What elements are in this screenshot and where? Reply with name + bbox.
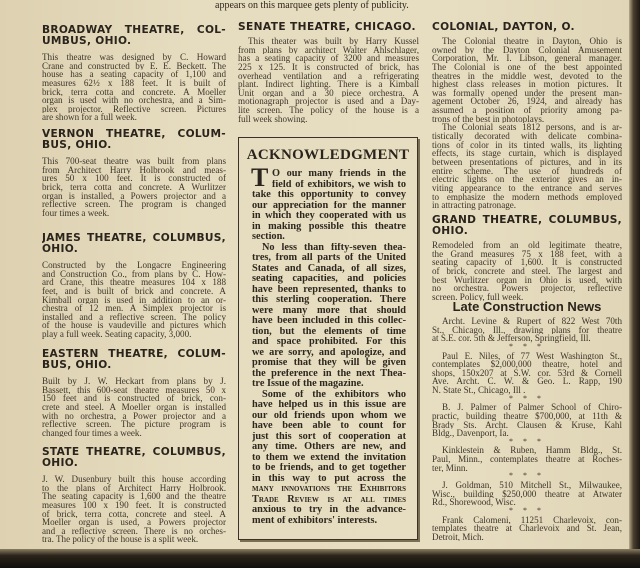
news-entries bbox=[432, 317, 622, 541]
text-line: Detroit, Mich. bbox=[432, 532, 484, 542]
text-line: to emphasize the modern methods employed bbox=[432, 192, 622, 202]
acknowledgment-box bbox=[238, 137, 418, 540]
late-construction-news-title: Late Construction News bbox=[452, 299, 602, 314]
vernon-theatre-article bbox=[42, 129, 226, 217]
article-body bbox=[432, 37, 622, 210]
paragraph bbox=[432, 241, 622, 301]
text-line: Kimball organ is used in addition to an or- bbox=[42, 295, 226, 305]
text-line: plex projector. Reflective screen. Pictures bbox=[42, 104, 226, 114]
heading-line: UMBUS, OHIO. bbox=[42, 36, 132, 47]
text-line: The Colonial is one of the best appointed bbox=[432, 62, 622, 72]
text-line: J. W. Dusenbury built this house according bbox=[42, 475, 226, 484]
text-line: 225 x 125. It is constructed of brick, has bbox=[238, 62, 419, 72]
text-line: installed and a reflective screen. The policy bbox=[42, 312, 226, 322]
text-line: chestra of 12 men. A Simplex projector is bbox=[42, 304, 226, 313]
text-line: tion, but the elements of time bbox=[252, 326, 406, 337]
separator-stars: * * * bbox=[509, 341, 545, 351]
text-line: of brick, concrete and steel. The largest and bbox=[432, 266, 622, 276]
text-line: at S.E. cor. 5th & Jefferson, Springfield, Ill. bbox=[432, 334, 591, 343]
text-line: Bldg., Davenport, Ia. bbox=[432, 429, 509, 438]
text-line: anxious to try in the advance- bbox=[252, 505, 406, 515]
text-line: motionagraph projector is used and a Day- bbox=[238, 97, 419, 107]
heading-line: STATE THEATRE, COLUMBUS, bbox=[42, 447, 226, 458]
text-line: States and Canada, of all sizes, bbox=[252, 263, 406, 274]
heading-line: EASTERN THEATRE, COLUM- bbox=[42, 349, 226, 360]
text-line: of brick, terra cotta, concrete and steel. A bbox=[42, 509, 226, 519]
broadway-theatre-article bbox=[42, 25, 226, 122]
late-construction-news bbox=[432, 299, 622, 541]
text-line: our appreciation for the manner bbox=[252, 200, 406, 211]
text-line: highest class releases in motion pictures. It bbox=[432, 80, 622, 89]
text-line: assumed a position of priority among pa- bbox=[432, 106, 622, 115]
article-heading bbox=[42, 233, 226, 255]
text-line: Constructed by the Longacre Engineering bbox=[42, 261, 226, 270]
text-line: brick, terra cotta and concrete. A Moeller bbox=[42, 87, 226, 97]
text-line: No less than fifty-seven thea- bbox=[262, 242, 406, 253]
text-line: plant. Indirect lighting. There is a Kimball bbox=[238, 80, 419, 89]
article-heading bbox=[42, 447, 226, 469]
text-line: measures 100 x 190 feet. It is constructed bbox=[42, 500, 226, 510]
text-line: changed four times a week. bbox=[42, 428, 142, 438]
text-line: ard Crane, this theatre measures 104 x 188 bbox=[42, 278, 226, 287]
heading-line: VERNON THEATRE, COLUM- bbox=[42, 129, 226, 140]
separator-stars: * * * bbox=[509, 436, 545, 446]
text-line: tres, from all parts of the United bbox=[252, 253, 406, 263]
text-line: theatres in the middle west, devoted to the bbox=[432, 71, 622, 81]
text-line: This theater was built by Harry Kussel bbox=[248, 37, 419, 46]
text-line: practic, building theatre $700,000, at 11th & bbox=[432, 411, 622, 421]
text-line: of the house is vaudeville and pictures which bbox=[42, 321, 226, 331]
text-line: and Construction Co., from plans by C. How- bbox=[42, 269, 226, 279]
text-line: four times a week. bbox=[42, 208, 110, 218]
news-entry bbox=[432, 352, 622, 395]
article-body bbox=[42, 475, 226, 544]
senate-theatre-article bbox=[238, 22, 419, 123]
text-line: have helped us in this issue are bbox=[252, 400, 406, 410]
text-line: Built by J. W. Heckart from plans by J. bbox=[42, 377, 226, 386]
news-entry bbox=[432, 516, 622, 542]
text-line: overhead ventilation and a refrigerating bbox=[238, 71, 419, 81]
article-heading bbox=[432, 215, 622, 237]
text-line: feet, and is built of brick and concrete. A bbox=[42, 286, 226, 296]
text-line: Crane and constructed by E. E. Beckett. The bbox=[42, 61, 226, 71]
text-line: Unit organ and a 30 piece orchestra. A bbox=[238, 88, 419, 98]
colonial-dayton-article bbox=[432, 22, 622, 210]
text-line: Remodeled from an old legitimate theatre, bbox=[432, 241, 622, 250]
text-line: from Architect Harry Holbrook and meas- bbox=[42, 165, 226, 175]
eastern-theatre-article bbox=[42, 349, 226, 437]
paragraph bbox=[42, 53, 226, 122]
text-line: promise that they will be given bbox=[252, 358, 406, 368]
text-line: we are sorry, and apologize, and bbox=[252, 347, 406, 358]
paragraph bbox=[238, 37, 419, 123]
text-line: Archt. Levine & Rupert of 822 West 70th bbox=[442, 317, 622, 326]
grand-theatre-article bbox=[432, 215, 622, 301]
text-line: between presentations of pictures, and in its bbox=[432, 157, 622, 167]
text-line: This 700-seat theatre was built from plans bbox=[42, 157, 226, 166]
text-line: ures 50 x 100 feet. It is constructed of bbox=[42, 174, 226, 183]
text-line: brick, terra cotta and concrete. A Wurlitzer bbox=[42, 182, 226, 192]
text-line: B. J. Palmer of Palmer School of Chiro- bbox=[442, 403, 622, 412]
text-line: entire scheme. The use of hundreds of bbox=[432, 166, 622, 176]
previous-caption-fragment: appears on this marquee gets plenty of publicity. bbox=[215, 0, 409, 11]
text-line: take this opportunity to convey bbox=[252, 190, 406, 200]
text-line: lite screen. The policy of the house is a bbox=[238, 106, 419, 115]
heading-line: COLONIAL, DAYTON, O. bbox=[432, 22, 575, 33]
heading-line: BUS, OHIO. bbox=[42, 140, 112, 151]
heading-line: BUS, OHIO. bbox=[42, 360, 112, 371]
news-entry bbox=[432, 403, 622, 438]
heading-line: SENATE THEATRE, CHICAGO. bbox=[238, 22, 416, 33]
text-line: tistically decorated with delicate combina- bbox=[432, 132, 622, 141]
heading-line: BROADWAY THEATRE, COL- bbox=[42, 25, 226, 36]
paragraph bbox=[42, 261, 226, 339]
text-line: many innovations the Exhibitors bbox=[252, 484, 406, 494]
acknowledgment-body bbox=[251, 163, 406, 526]
text-line: templates theatre at Charlevoix and St. Jean, bbox=[432, 524, 622, 533]
article-heading bbox=[238, 22, 419, 33]
text-line: this sterling cooperation. There bbox=[252, 295, 406, 305]
text-line: organ is used with no orchestra, and a Sim- bbox=[42, 96, 226, 105]
text-line: section. bbox=[252, 232, 285, 242]
article-body bbox=[42, 377, 226, 437]
news-entry bbox=[432, 317, 622, 343]
article-body bbox=[42, 53, 226, 122]
text-line: N. State St., Chicago, Ill . bbox=[432, 386, 526, 395]
article-heading bbox=[42, 25, 226, 47]
text-line: to the plans of Architect Harry Holbrook. bbox=[42, 483, 226, 493]
text-line: The Colonial seats 1812 persons, and is ar- bbox=[442, 123, 622, 133]
text-line: The seating capacity is 1,600 and the theatre bbox=[42, 492, 226, 501]
paragraph bbox=[42, 157, 226, 217]
separator-stars: * * * bbox=[509, 505, 545, 515]
text-line: The Colonial theatre in Dayton, Ohio is bbox=[442, 37, 622, 46]
text-line: Wisc., building $250,000 theatre at Atwater bbox=[432, 489, 622, 499]
text-line: reflective screen. The picture program is bbox=[42, 420, 226, 429]
text-line: Brady Sts. Archt. Clausen & Kruse, Kahl bbox=[432, 420, 622, 430]
state-theatre-article bbox=[42, 447, 226, 544]
paragraph bbox=[42, 377, 226, 437]
article-body bbox=[42, 261, 226, 339]
text-line: seating capacity of 1,600. It is constructed bbox=[432, 258, 622, 267]
separator-stars: * * * bbox=[509, 471, 545, 481]
text-line: tions of color in its tinted walls, its lighting bbox=[432, 140, 622, 150]
text-line: our old friends upon whom we bbox=[252, 410, 406, 421]
text-line: viting appearance to the entrance and serves bbox=[432, 183, 622, 193]
text-line: organ is installed, a Powers projector and a bbox=[42, 191, 226, 201]
text-line: are shown for a full week. bbox=[42, 113, 137, 123]
text-line: trons of the best in photoplays. bbox=[432, 114, 545, 124]
separator-stars: * * * bbox=[509, 393, 545, 403]
text-line: full week showing. bbox=[238, 114, 308, 124]
text-line: with no orchestra, a Power projector and a bbox=[42, 411, 226, 421]
text-line: Frank Calomeni, 11251 Charlevoix, con- bbox=[442, 515, 622, 525]
article-body bbox=[238, 37, 419, 123]
text-line: from plans by architect Walter Ahlschlager, bbox=[238, 45, 419, 55]
text-line: Trade Review is at all times bbox=[252, 494, 406, 505]
text-line: Kinklestein & Ruben, Hamm Bldg., St. bbox=[442, 446, 622, 456]
text-line: in attracting patronage. bbox=[432, 201, 517, 210]
text-line: in making possible this theatre bbox=[252, 221, 406, 232]
text-line: was formally opened under the present man- bbox=[432, 88, 622, 98]
article-heading bbox=[42, 129, 226, 151]
heading-line: OHIO. bbox=[42, 458, 79, 469]
text-line: the preference in the next Thea- bbox=[252, 368, 406, 379]
text-line: to be friends, and to get together bbox=[252, 463, 406, 473]
text-line: have been included in this collec- bbox=[252, 316, 406, 326]
text-line: Bassett, this 600-seat theatre measures 50 x bbox=[42, 385, 226, 395]
article-heading bbox=[432, 22, 622, 33]
text-line: crete and steel. A Moeller organ is installed bbox=[42, 402, 226, 412]
text-line: shops, 150x207 at S.W. cor. 53rd & Cornell bbox=[432, 368, 622, 378]
text-line: have been represented, thanks to bbox=[252, 284, 406, 295]
heading-line: OHIO. bbox=[432, 226, 469, 237]
text-line: tra. The policy of the house is a split week. bbox=[42, 535, 199, 545]
text-line: were many more that should bbox=[252, 305, 406, 316]
text-line: to them we extend the invitation bbox=[252, 452, 406, 463]
text-line: J. Goldman, 510 Mitchell St., Milwaukee, bbox=[442, 480, 622, 490]
heading-line: OHIO. bbox=[42, 244, 79, 255]
news-entry bbox=[432, 446, 622, 472]
text-line: Some of the exhibitors who bbox=[262, 389, 406, 400]
text-line: field of exhibitors, we wish to bbox=[272, 179, 406, 190]
text-line: effects, its stage curtain, which is displayed bbox=[432, 149, 622, 158]
article-heading bbox=[42, 349, 226, 371]
text-line: tre Issue of the magazine. bbox=[252, 379, 364, 389]
text-line: any time. Others are new, and bbox=[252, 442, 406, 452]
text-line: contemplates $2,000,000 theatre, hotel and bbox=[432, 360, 622, 369]
text-line: Paul E. Niles, of 77 West Washington St., bbox=[442, 351, 622, 361]
page-bottom-shadow bbox=[0, 549, 640, 568]
text-line: and space prohibited. For this bbox=[252, 337, 406, 347]
drop-cap: T bbox=[251, 163, 269, 192]
text-line: Ave. Archt. C. W. & Geo. L. Rapp, 190 bbox=[432, 377, 622, 387]
text-line: play a full week. Seating capacity, 3,000. bbox=[42, 330, 192, 339]
text-line: seating capacities, and policies bbox=[252, 274, 406, 284]
text-line: house has a seating capacity of 1,100 and bbox=[42, 70, 226, 79]
text-line: have been able to count for bbox=[252, 421, 406, 431]
text-line: measures 62½ x 188 feet. It is built of bbox=[42, 78, 226, 88]
text-line: ter, Minn. bbox=[432, 463, 468, 473]
text-line: Moeller organ is used, a Powers projector bbox=[42, 518, 226, 527]
text-line: Paul, Minn., contemplates theatre at Roches- bbox=[432, 455, 622, 464]
heading-line: JAMES THEATRE, COLUMBUS, bbox=[42, 233, 226, 244]
text-line: best Wurlitzer organ in Ohio is used, with bbox=[432, 275, 622, 285]
article-body bbox=[42, 157, 226, 217]
text-line: owned by the Dayton Colonial Amusement bbox=[432, 45, 622, 55]
text-line: has a seating capacity of 3200 and measures bbox=[238, 54, 419, 63]
text-line: St., Chicago, Ill., drawing plans for theatre bbox=[432, 325, 622, 335]
text-line: O our many friends in the bbox=[272, 169, 406, 179]
text-line: just this sort of cooperation at bbox=[252, 431, 406, 442]
text-line: reflective screen. The program is changed bbox=[42, 200, 226, 209]
james-theatre-article bbox=[42, 233, 226, 339]
text-line: screen. Policy, full week. bbox=[432, 292, 524, 302]
text-line: Rd., Shorewood, Wisc. bbox=[432, 498, 516, 507]
article-body bbox=[432, 241, 622, 301]
text-line: the Grand measures 75 x 188 feet, with a bbox=[432, 249, 622, 259]
text-line: and a reflective screen. There is no orches- bbox=[42, 526, 226, 536]
paragraph bbox=[42, 475, 226, 544]
text-line: in this way to put across the bbox=[252, 473, 406, 484]
text-line: This theatre was designed by C. Howard bbox=[42, 53, 226, 62]
acknowledgment-title: ACKNOWLEDGMENT bbox=[246, 147, 410, 163]
text-line: ment of exhibitors' interests. bbox=[252, 515, 378, 526]
text-line: 150 feet and is constructed of brick, con- bbox=[42, 394, 226, 403]
text-line: in which they cooperated with us bbox=[252, 211, 406, 221]
paragraph bbox=[432, 37, 622, 123]
news-entry bbox=[432, 481, 622, 507]
text-line: no orchestra. Powers projector, reflective bbox=[432, 284, 622, 293]
heading-line: GRAND THEATRE, COLUMBUS, bbox=[432, 215, 622, 226]
text-line: agement October 26, 1924, and already has bbox=[432, 97, 622, 107]
text-line: electric lights on the exterior gives an in- bbox=[432, 175, 622, 184]
text-line: Corporation, Mr. I. Libson, general manager. bbox=[432, 54, 622, 63]
paragraph bbox=[432, 123, 622, 209]
page-edge-shadow bbox=[629, 0, 640, 568]
